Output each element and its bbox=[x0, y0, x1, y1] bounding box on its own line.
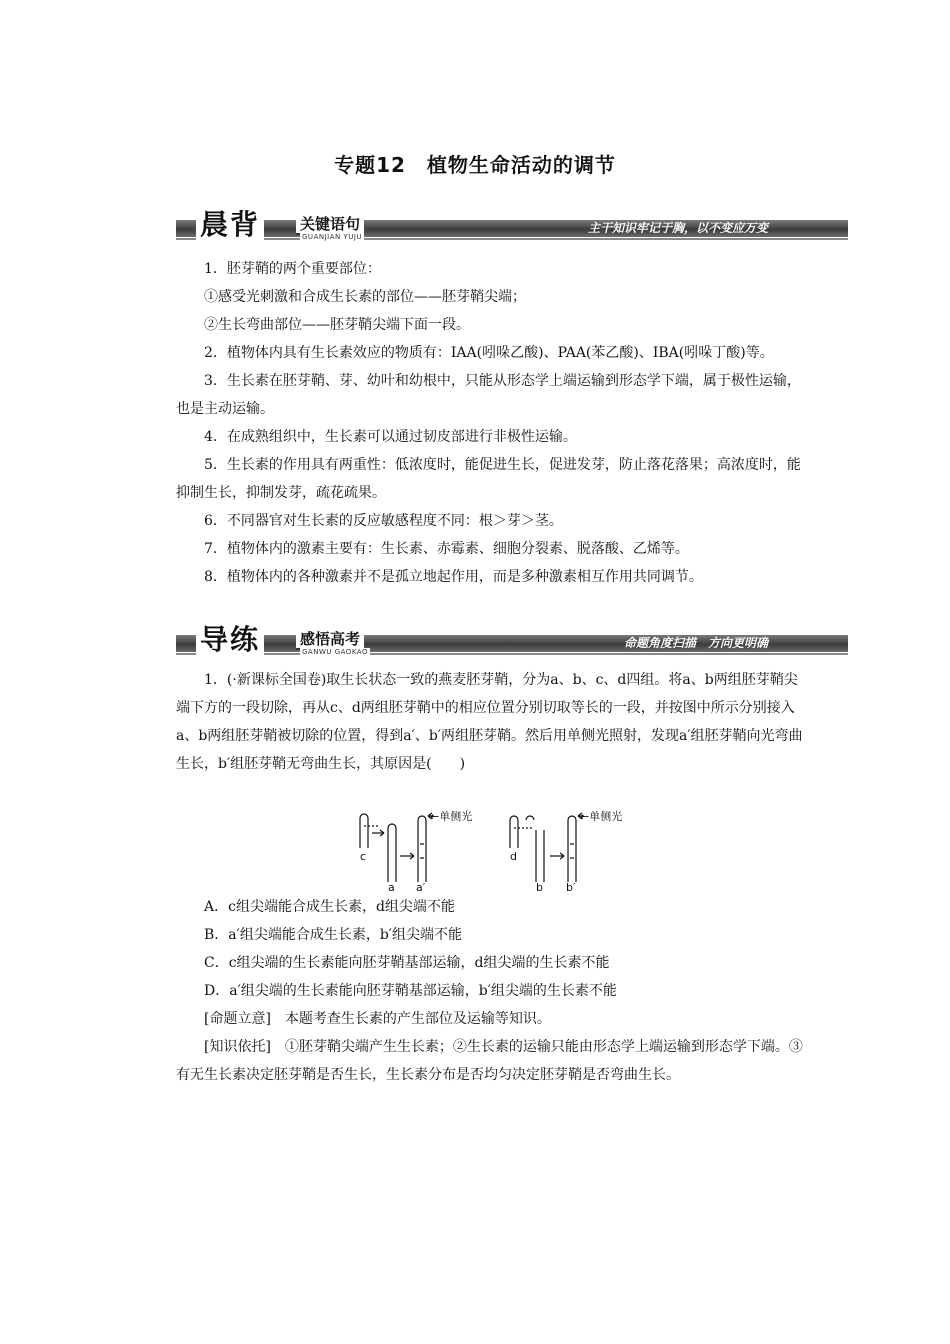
coleoptile-b bbox=[536, 830, 544, 882]
note-knowledge: [知识依托] ①胚芽鞘尖端产生生长素；②生长素的运输只能由形态学上端运输到形态学下端。③有无生长素决定胚芽鞘是否生长，生长素分布是否均匀决定胚芽鞘是否弯曲生长。 bbox=[176, 1039, 803, 1083]
key-sentence: 1．胚芽鞘的两个重要部位： bbox=[204, 261, 381, 277]
label-a-prime: a′ bbox=[416, 881, 426, 892]
key-sentence: ①感受光刺激和合成生长素的部位——胚芽鞘尖端； bbox=[204, 289, 526, 305]
banner-big-label: 导练 bbox=[196, 623, 264, 657]
page-title: 专题12 植物生命活动的调节 bbox=[334, 153, 616, 177]
label-b-prime: b′ bbox=[566, 881, 576, 892]
experiment-diagram bbox=[350, 808, 640, 892]
banner-sub-label: 感悟高考 bbox=[296, 630, 364, 650]
key-sentences bbox=[176, 255, 808, 591]
key-sentence: 4．在成熟组织中，生长素可以通过韧皮部进行非极性运输。 bbox=[204, 429, 577, 445]
light-label-right: ←单侧光 bbox=[580, 810, 623, 823]
banner-underline bbox=[176, 238, 848, 240]
question-block bbox=[176, 666, 808, 778]
coleoptile-b-prime bbox=[568, 816, 576, 882]
banner-sub-label: 关键语句 bbox=[296, 215, 364, 235]
label-d: d bbox=[510, 850, 517, 863]
key-sentence: ②生长弯曲部位——胚芽鞘尖端下面一段。 bbox=[204, 317, 470, 333]
key-sentence: 6．不同器官对生长素的反应敏感程度不同：根＞芽＞茎。 bbox=[204, 513, 563, 529]
key-sentence: 5．生长素的作用具有两重性：低浓度时，能促进生长，促进发芽，防止落花落果；高浓度时，能抑制生长，抑制发芽，疏花疏果。 bbox=[176, 457, 801, 501]
experiment-figure bbox=[350, 808, 640, 892]
section-banner-practice bbox=[176, 623, 848, 660]
light-label-left: ←单侧光 bbox=[430, 810, 473, 823]
question-stem: 1．(·新课标全国卷)取生长状态一致的燕麦胚芽鞘，分为a、b、c、d四组。将a、b两组胚芽鞘尖端下方的一段切除，再从c、d两组胚芽鞘中的相应位置分别切取等长的一段，并按图中所示分别接入a、b两组胚芽鞘被切除的位置，得到a′、b′两组胚芽鞘。然后用单侧光照射，发现a′组胚芽鞘向光弯曲生长，b′组胚芽鞘无弯曲生长，其原因是( ) bbox=[176, 672, 803, 772]
answer-options bbox=[176, 893, 808, 1089]
option-c: C．c组尖端的生长素能向胚芽鞘基部运输，d组尖端的生长素不能 bbox=[204, 955, 610, 971]
coleoptile-c bbox=[360, 814, 368, 848]
key-sentence: 7．植物体内的激素主要有：生长素、赤霉素、细胞分裂素、脱落酸、乙烯等。 bbox=[204, 541, 689, 557]
label-b: b bbox=[536, 881, 543, 892]
option-d: D．a′组尖端的生长素能向胚芽鞘基部运输，b′组尖端的生长素不能 bbox=[204, 983, 617, 999]
option-b: B．a′组尖端能合成生长素，b′组尖端不能 bbox=[204, 927, 462, 943]
section-banner-morning bbox=[176, 208, 848, 245]
coleoptile-a bbox=[388, 824, 396, 882]
note-intent: [命题立意] 本题考查生长素的产生部位及运输等知识。 bbox=[204, 1011, 551, 1027]
banner-slogan: 命题角度扫描 方向更明确 bbox=[623, 636, 768, 650]
key-sentence: 3．生长素在胚芽鞘、芽、幼叶和幼根中，只能从形态学上端运输到形态学下端，属于极性运输，也是主动运输。 bbox=[176, 373, 801, 417]
label-a: a bbox=[388, 881, 395, 892]
coleoptile-a-prime bbox=[418, 816, 426, 882]
banner-slogan: 主干知识牢记于胸，以不变应万变 bbox=[587, 221, 768, 235]
option-a: A．c组尖端能合成生长素，d组尖端不能 bbox=[204, 899, 455, 915]
coleoptile-d bbox=[510, 816, 518, 848]
label-c: c bbox=[360, 850, 367, 863]
key-sentence: 8．植物体内的各种激素并不是孤立地起作用，而是多种激素相互作用共同调节。 bbox=[204, 569, 703, 585]
key-sentence: 2．植物体内具有生长素效应的物质有：IAA(吲哚乙酸)、PAA(苯乙酸)、IBA(吲哚丁酸)等。 bbox=[204, 345, 774, 361]
inserted-segment-b-prime bbox=[570, 844, 574, 858]
inserted-segment-a-prime bbox=[420, 844, 424, 858]
banner-underline bbox=[176, 653, 848, 655]
banner-pinyin: GUANJIAN YUJU bbox=[302, 233, 363, 241]
banner-big-label: 晨背 bbox=[196, 208, 264, 242]
tip-d bbox=[526, 816, 534, 820]
banner-pinyin: GANWU GAOKAO bbox=[302, 648, 368, 656]
